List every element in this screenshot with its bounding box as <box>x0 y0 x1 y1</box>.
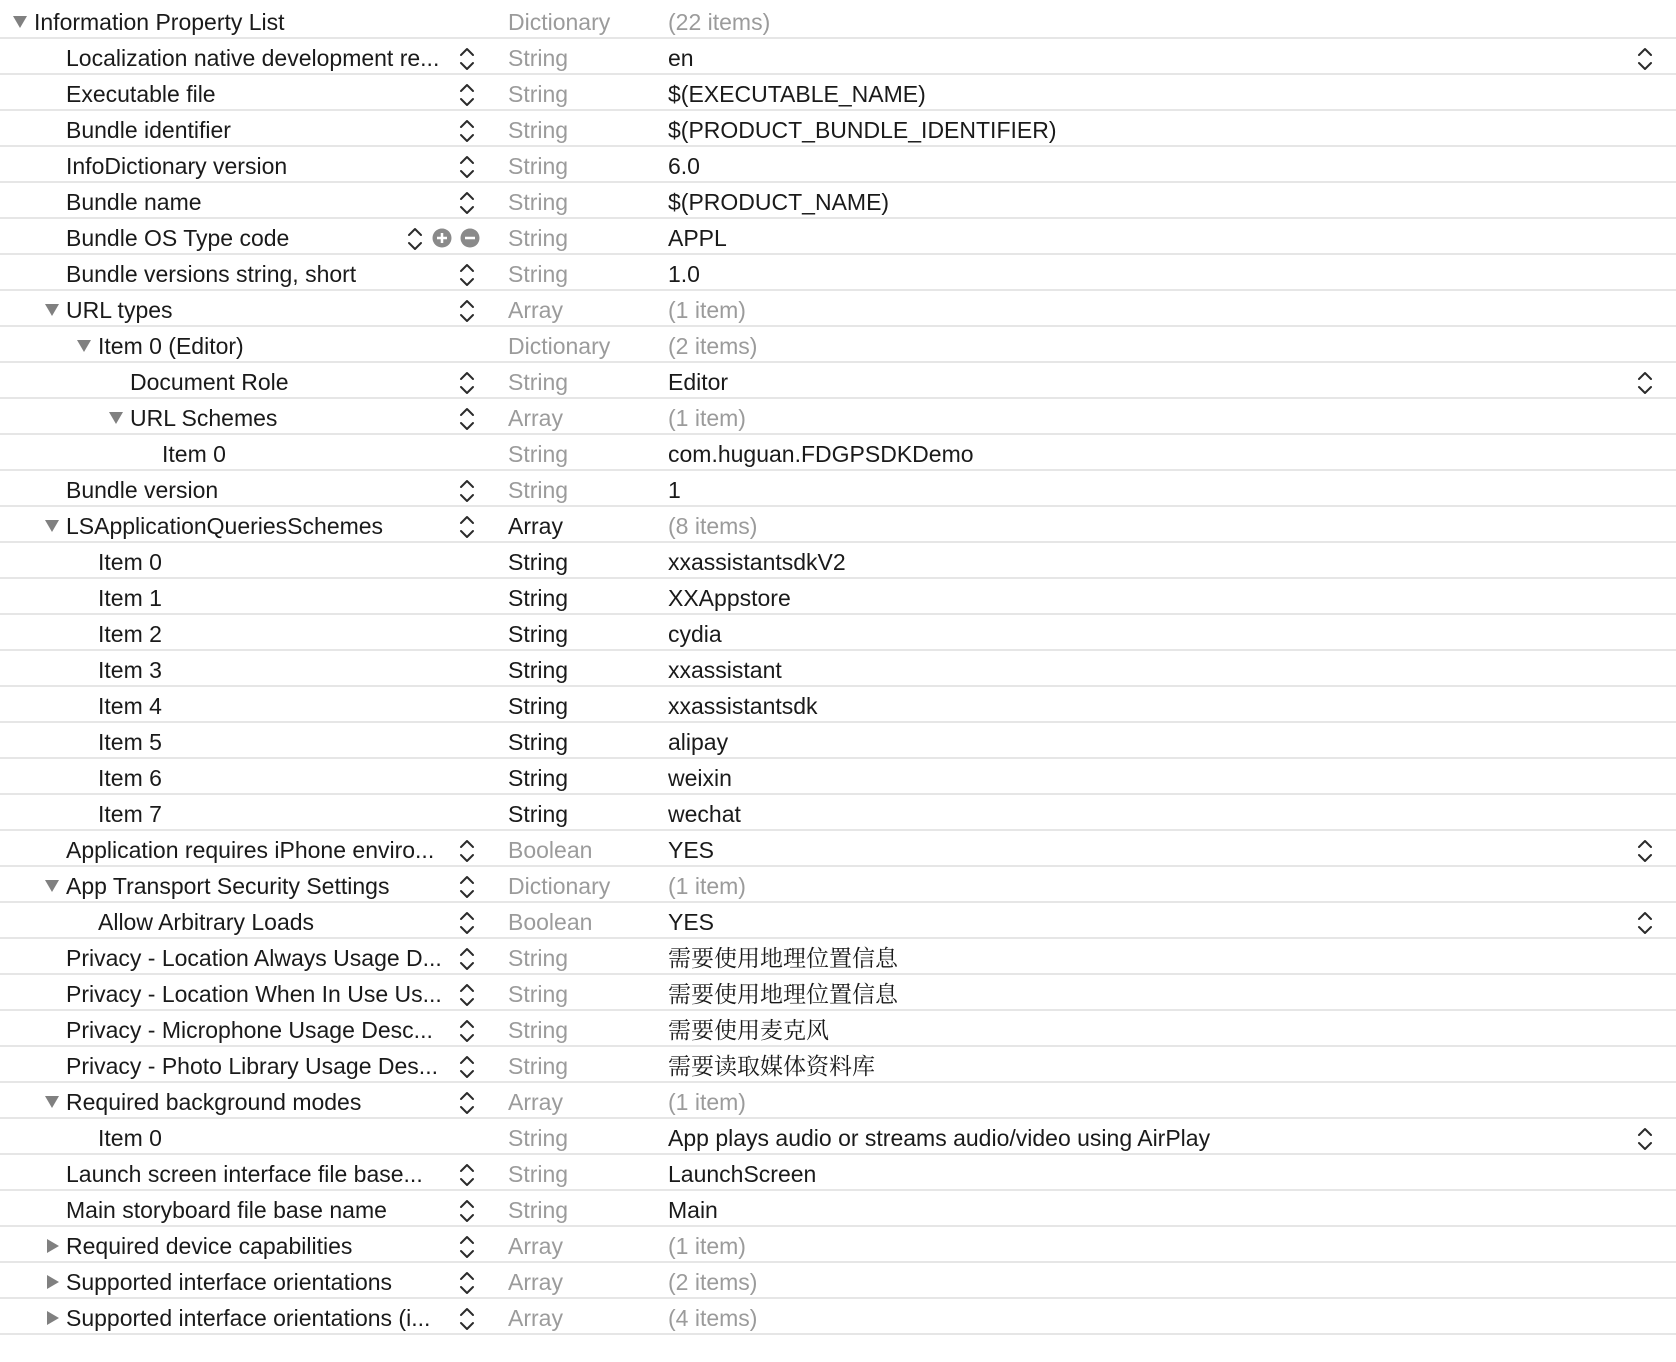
plist-row-item-0[interactable] <box>0 1120 1676 1155</box>
row-type[interactable]: String <box>508 657 569 683</box>
row-key[interactable]: Required background modes <box>66 1089 362 1115</box>
plist-row-infodictionary-version[interactable] <box>0 148 1676 183</box>
row-value[interactable]: xxassistant <box>668 657 782 683</box>
key-stepper-icon[interactable] <box>406 225 424 253</box>
row-type[interactable]: Dictionary <box>508 333 611 359</box>
row-key[interactable]: Item 4 <box>98 693 162 719</box>
plist-row-information-property-list[interactable] <box>0 4 1676 39</box>
row-key[interactable]: Item 3 <box>98 657 162 683</box>
key-stepper-icon[interactable] <box>458 81 476 109</box>
row-value[interactable]: XXAppstore <box>668 585 791 611</box>
row-type[interactable]: String <box>508 441 569 467</box>
plist-row-supported-interface-orientations[interactable] <box>0 1264 1676 1299</box>
row-type[interactable]: String <box>508 621 569 647</box>
plist-row-bundle-os-type-code[interactable] <box>0 220 1676 255</box>
row-key[interactable]: Application requires iPhone enviro... <box>66 837 435 863</box>
key-stepper-icon[interactable] <box>458 513 476 541</box>
row-type[interactable]: String <box>508 693 569 719</box>
plist-row-application-requires-iphone-enviro[interactable] <box>0 832 1676 867</box>
disclosure-triangle-expanded-icon[interactable] <box>44 518 60 534</box>
plist-row-executable-file[interactable] <box>0 76 1676 111</box>
row-value[interactable]: (22 items) <box>668 9 771 35</box>
row-key[interactable]: Allow Arbitrary Loads <box>98 909 315 935</box>
value-popup-stepper-icon[interactable] <box>1636 837 1654 865</box>
disclosure-triangle-expanded-icon[interactable] <box>108 410 124 426</box>
disclosure-triangle-collapsed-icon[interactable] <box>44 1310 60 1326</box>
row-type[interactable]: String <box>508 477 569 503</box>
disclosure-triangle-collapsed-icon[interactable] <box>44 1274 60 1290</box>
row-type[interactable]: String <box>508 153 569 179</box>
key-stepper-icon[interactable] <box>458 1269 476 1297</box>
row-type[interactable]: String <box>508 225 569 251</box>
key-stepper-icon[interactable] <box>458 45 476 73</box>
key-stepper-icon[interactable] <box>458 369 476 397</box>
plist-row-url-types[interactable] <box>0 292 1676 327</box>
key-stepper-icon[interactable] <box>458 117 476 145</box>
key-stepper-icon[interactable] <box>458 909 476 937</box>
row-type[interactable]: String <box>508 585 569 611</box>
key-stepper-icon[interactable] <box>458 405 476 433</box>
row-type[interactable]: String <box>508 549 569 575</box>
plist-row-item-5[interactable] <box>0 724 1676 759</box>
row-key[interactable]: Required device capabilities <box>66 1233 353 1259</box>
row-key[interactable]: Item 0 <box>98 1125 162 1151</box>
plist-row-privacy-location-always-usage-d[interactable] <box>0 940 1676 975</box>
plist-row-privacy-microphone-usage-desc[interactable] <box>0 1012 1676 1047</box>
row-key[interactable]: Supported interface orientations <box>66 1269 393 1295</box>
row-value[interactable]: $(PRODUCT_NAME) <box>668 189 890 215</box>
row-value[interactable]: (8 items) <box>668 513 758 539</box>
value-popup-stepper-icon[interactable] <box>1636 45 1654 73</box>
plist-row-item-0-editor[interactable] <box>0 328 1676 363</box>
row-type[interactable]: Dictionary <box>508 9 611 35</box>
plist-row-bundle-version[interactable] <box>0 472 1676 507</box>
row-value[interactable]: (4 items) <box>668 1305 758 1331</box>
plist-row-item-6[interactable] <box>0 760 1676 795</box>
row-key[interactable]: Launch screen interface file base... <box>66 1161 423 1187</box>
row-key[interactable]: Supported interface orientations (i... <box>66 1305 431 1331</box>
row-key[interactable]: InfoDictionary version <box>66 153 288 179</box>
row-value[interactable]: xxassistantsdkV2 <box>668 549 846 575</box>
plist-row-allow-arbitrary-loads[interactable] <box>0 904 1676 939</box>
row-key[interactable]: Item 0 <box>162 441 226 467</box>
row-type[interactable]: Array <box>508 1089 563 1115</box>
row-value[interactable]: xxassistantsdk <box>668 693 818 719</box>
row-value[interactable]: cydia <box>668 621 722 647</box>
row-key[interactable]: App Transport Security Settings <box>66 873 390 899</box>
disclosure-triangle-collapsed-icon[interactable] <box>44 1238 60 1254</box>
row-value[interactable]: Editor <box>668 369 729 395</box>
plist-row-item-0[interactable] <box>0 544 1676 579</box>
plist-row-main-storyboard-file-base-name[interactable] <box>0 1192 1676 1227</box>
remove-row-button[interactable] <box>460 228 480 248</box>
key-stepper-icon[interactable] <box>458 945 476 973</box>
row-value[interactable]: 6.0 <box>668 153 700 179</box>
row-value[interactable]: YES <box>668 909 715 935</box>
row-key[interactable]: Main storyboard file base name <box>66 1197 387 1223</box>
plist-row-item-2[interactable] <box>0 616 1676 651</box>
row-key[interactable]: Bundle name <box>66 189 202 215</box>
row-type[interactable]: String <box>508 981 569 1007</box>
plist-row-item-3[interactable] <box>0 652 1676 687</box>
key-stepper-icon[interactable] <box>458 873 476 901</box>
row-type[interactable]: Dictionary <box>508 873 611 899</box>
row-type[interactable]: String <box>508 1125 569 1151</box>
row-type[interactable]: String <box>508 189 569 215</box>
row-value[interactable]: 需要使用麦克风 <box>668 1017 829 1043</box>
key-stepper-icon[interactable] <box>458 1053 476 1081</box>
row-type[interactable]: Array <box>508 405 563 431</box>
row-type[interactable]: String <box>508 117 569 143</box>
row-value[interactable]: 需要读取媒体资料库 <box>668 1053 875 1079</box>
row-type[interactable]: Array <box>508 1233 563 1259</box>
plist-row-required-background-modes[interactable] <box>0 1084 1676 1119</box>
row-type[interactable]: String <box>508 765 569 791</box>
plist-row-app-transport-security-settings[interactable] <box>0 868 1676 903</box>
row-key[interactable]: Item 1 <box>98 585 162 611</box>
key-stepper-icon[interactable] <box>458 189 476 217</box>
row-key[interactable]: Document Role <box>130 369 289 395</box>
row-key[interactable]: URL Schemes <box>130 405 278 431</box>
row-value[interactable]: (1 item) <box>668 873 746 899</box>
plist-row-bundle-identifier[interactable] <box>0 112 1676 147</box>
value-popup-stepper-icon[interactable] <box>1636 1125 1654 1153</box>
row-type[interactable]: Array <box>508 513 563 539</box>
row-value[interactable]: (1 item) <box>668 405 746 431</box>
plist-row-item-0[interactable] <box>0 436 1676 471</box>
plist-row-item-4[interactable] <box>0 688 1676 723</box>
row-value[interactable]: $(PRODUCT_BUNDLE_IDENTIFIER) <box>668 117 1057 143</box>
row-type[interactable]: String <box>508 81 569 107</box>
row-key[interactable]: Bundle identifier <box>66 117 231 143</box>
disclosure-triangle-expanded-icon[interactable] <box>44 1094 60 1110</box>
key-stepper-icon[interactable] <box>458 837 476 865</box>
row-value[interactable]: weixin <box>668 765 732 791</box>
row-value[interactable]: YES <box>668 837 715 863</box>
row-type[interactable]: Boolean <box>508 909 593 935</box>
row-type[interactable]: String <box>508 945 569 971</box>
key-stepper-icon[interactable] <box>458 981 476 1009</box>
row-value[interactable]: (1 item) <box>668 1089 746 1115</box>
row-type[interactable]: String <box>508 729 569 755</box>
plist-row-lsapplicationqueriesschemes[interactable] <box>0 508 1676 543</box>
row-value[interactable]: App plays audio or streams audio/video using AirPlay <box>668 1125 1211 1151</box>
plist-row-localization-native-development-re[interactable] <box>0 40 1676 75</box>
row-key[interactable]: Privacy - Location Always Usage D... <box>66 945 442 971</box>
row-key[interactable]: Information Property List <box>34 9 285 35</box>
row-value[interactable]: com.huguan.FDGPSDKDemo <box>668 441 974 467</box>
plist-row-document-role[interactable] <box>0 364 1676 399</box>
row-value[interactable]: Main <box>668 1197 718 1223</box>
row-type[interactable]: String <box>508 369 569 395</box>
value-popup-stepper-icon[interactable] <box>1636 909 1654 937</box>
row-key[interactable]: Bundle versions string, short <box>66 261 357 287</box>
row-value[interactable]: 1 <box>668 477 681 503</box>
row-value[interactable]: alipay <box>668 729 729 755</box>
key-stepper-icon[interactable] <box>458 1305 476 1333</box>
key-stepper-icon[interactable] <box>458 1197 476 1225</box>
row-type[interactable]: String <box>508 801 569 827</box>
row-value[interactable]: (2 items) <box>668 1269 758 1295</box>
row-key[interactable]: Item 2 <box>98 621 162 647</box>
disclosure-triangle-expanded-icon[interactable] <box>44 302 60 318</box>
row-value[interactable]: APPL <box>668 225 727 251</box>
row-type[interactable]: String <box>508 261 569 287</box>
row-key[interactable]: Privacy - Microphone Usage Desc... <box>66 1017 433 1043</box>
row-value[interactable]: (2 items) <box>668 333 758 359</box>
disclosure-triangle-expanded-icon[interactable] <box>12 14 28 30</box>
row-key[interactable]: Item 0 (Editor) <box>98 333 244 359</box>
row-type[interactable]: String <box>508 1197 569 1223</box>
row-key[interactable]: Item 6 <box>98 765 162 791</box>
row-key[interactable]: Localization native development re... <box>66 45 440 71</box>
row-value[interactable]: 需要使用地理位置信息 <box>668 981 898 1007</box>
row-key[interactable]: Item 5 <box>98 729 162 755</box>
value-popup-stepper-icon[interactable] <box>1636 369 1654 397</box>
plist-row-item-7[interactable] <box>0 796 1676 831</box>
row-key[interactable]: Privacy - Location When In Use Us... <box>66 981 442 1007</box>
row-type[interactable]: String <box>508 45 569 71</box>
row-type[interactable]: Boolean <box>508 837 593 863</box>
key-stepper-icon[interactable] <box>458 153 476 181</box>
key-stepper-icon[interactable] <box>458 477 476 505</box>
plist-row-item-1[interactable] <box>0 580 1676 615</box>
plist-row-launch-screen-interface-file-base[interactable] <box>0 1156 1676 1191</box>
row-key[interactable]: LSApplicationQueriesSchemes <box>66 513 384 539</box>
row-key[interactable]: Item 0 <box>98 549 162 575</box>
plist-row-bundle-versions-string-short[interactable] <box>0 256 1676 291</box>
key-stepper-icon[interactable] <box>458 1017 476 1045</box>
plist-row-privacy-location-when-in-use-us[interactable] <box>0 976 1676 1011</box>
add-row-button[interactable] <box>432 228 452 248</box>
row-type[interactable]: Array <box>508 1305 563 1331</box>
row-value[interactable]: 1.0 <box>668 261 700 287</box>
row-type[interactable]: String <box>508 1017 569 1043</box>
row-value[interactable]: LaunchScreen <box>668 1161 817 1187</box>
key-stepper-icon[interactable] <box>458 297 476 325</box>
row-value[interactable]: wechat <box>668 801 741 827</box>
row-key[interactable]: Item 7 <box>98 801 162 827</box>
row-key[interactable]: Privacy - Photo Library Usage Des... <box>66 1053 438 1079</box>
plist-row-required-device-capabilities[interactable] <box>0 1228 1676 1263</box>
row-value[interactable]: (1 item) <box>668 1233 746 1259</box>
row-type[interactable]: Array <box>508 297 563 323</box>
plist-row-supported-interface-orientations-i[interactable] <box>0 1300 1676 1335</box>
key-stepper-icon[interactable] <box>458 261 476 289</box>
disclosure-triangle-expanded-icon[interactable] <box>76 338 92 354</box>
key-stepper-icon[interactable] <box>458 1089 476 1117</box>
row-type[interactable]: Array <box>508 1269 563 1295</box>
plist-row-url-schemes[interactable] <box>0 400 1676 435</box>
row-key[interactable]: URL types <box>66 297 173 323</box>
row-value[interactable]: $(EXECUTABLE_NAME) <box>668 81 926 107</box>
row-value[interactable]: (1 item) <box>668 297 746 323</box>
plist-row-privacy-photo-library-usage-des[interactable] <box>0 1048 1676 1083</box>
row-key[interactable]: Bundle OS Type code <box>66 225 290 251</box>
row-value[interactable]: 需要使用地理位置信息 <box>668 945 898 971</box>
plist-row-bundle-name[interactable] <box>0 184 1676 219</box>
disclosure-triangle-expanded-icon[interactable] <box>44 878 60 894</box>
row-type[interactable]: String <box>508 1053 569 1079</box>
key-stepper-icon[interactable] <box>458 1161 476 1189</box>
row-key[interactable]: Executable file <box>66 81 216 107</box>
row-value[interactable]: en <box>668 45 694 71</box>
row-key[interactable]: Bundle version <box>66 477 219 503</box>
row-type[interactable]: String <box>508 1161 569 1187</box>
key-stepper-icon[interactable] <box>458 1233 476 1261</box>
